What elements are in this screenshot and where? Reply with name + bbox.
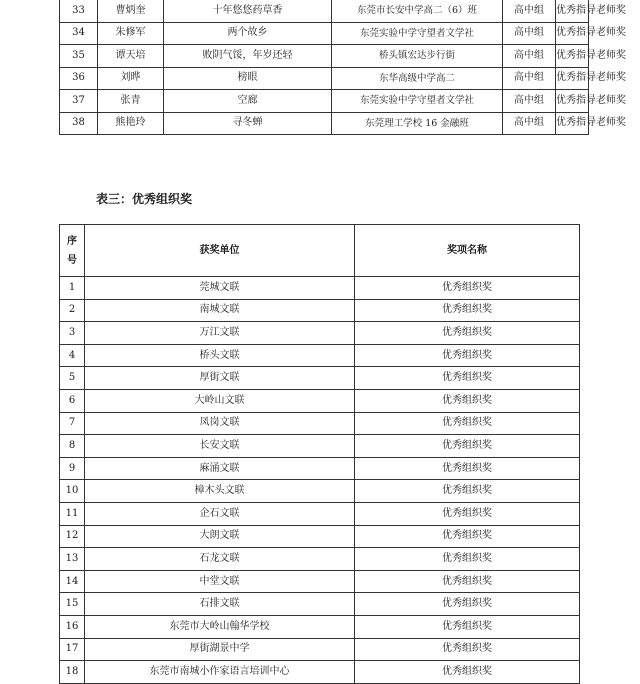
- table-row: [60, 277, 580, 300]
- cell-award: 优秀组织奖: [355, 548, 580, 571]
- cell-name: 谭天培: [98, 45, 164, 68]
- cell-school: 东华高级中学高二: [332, 67, 503, 90]
- cell-no: 10: [60, 480, 85, 503]
- cell-no: 36: [60, 67, 98, 90]
- cell-name: 曹炳奎: [98, 0, 164, 22]
- cell-award: 优秀指导老师奖: [556, 90, 589, 113]
- cell-unit: 莞城文联: [85, 277, 355, 300]
- cell-no: 5: [60, 367, 85, 390]
- cell-school: 东莞实验中学守望者文学社: [332, 90, 503, 113]
- cell-no: 18: [60, 661, 85, 684]
- cell-award: 优秀组织奖: [355, 570, 580, 593]
- cell-no: 16: [60, 615, 85, 638]
- cell-unit: 凤岗文联: [85, 412, 355, 435]
- cell-unit: 企石文联: [85, 502, 355, 525]
- cell-no: 1: [60, 277, 85, 300]
- cell-no: 34: [60, 22, 98, 45]
- teacher-award-table: [59, 0, 626, 135]
- cell-no: 15: [60, 593, 85, 616]
- table-caption: 表三：优秀组织奖: [96, 192, 193, 206]
- cell-name: 朱修军: [98, 22, 164, 45]
- cell-no: 7: [60, 412, 85, 435]
- cell-award: 优秀指导老师奖: [556, 0, 589, 22]
- cell-no: 4: [60, 344, 85, 367]
- cell-no: 37: [60, 90, 98, 113]
- table-row: [60, 615, 580, 638]
- cell-no: 3: [60, 322, 85, 345]
- table-row: [60, 322, 580, 345]
- cell-unit: 东莞市大岭山翰华学校: [85, 615, 355, 638]
- cell-unit: 桥头文联: [85, 344, 355, 367]
- table-header-row: [60, 225, 580, 277]
- table-row: [60, 661, 580, 684]
- cell-title: 十年悠悠药草香: [164, 0, 332, 22]
- cell-award: 优秀组织奖: [355, 277, 580, 300]
- cell-award: 优秀组织奖: [355, 615, 580, 638]
- cell-award: 优秀组织奖: [355, 502, 580, 525]
- cell-group: 高中组: [503, 90, 556, 113]
- cell-unit: 大岭山文联: [85, 389, 355, 412]
- cell-unit: 东莞市南城小作家语言培训中心: [85, 661, 355, 684]
- cell-award: 优秀组织奖: [355, 412, 580, 435]
- cell-unit: 樟木头文联: [85, 480, 355, 503]
- table-row: [60, 299, 580, 322]
- table-row: [60, 389, 580, 412]
- cell-name: 刘晔: [98, 67, 164, 90]
- cell-group: 高中组: [503, 45, 556, 68]
- cell-no: 11: [60, 502, 85, 525]
- cell-no: 8: [60, 435, 85, 458]
- cell-award: 优秀组织奖: [355, 367, 580, 390]
- cell-award: 优秀组织奖: [355, 480, 580, 503]
- cell-award: 优秀组织奖: [355, 344, 580, 367]
- table-row: [60, 112, 589, 135]
- cell-title: 寻冬蝉: [164, 112, 332, 135]
- cell-unit: 厚街湖景中学: [85, 638, 355, 661]
- cell-title: 两个故乡: [164, 22, 332, 45]
- cell-award: 优秀指导老师奖: [556, 45, 589, 68]
- cell-no: 14: [60, 570, 85, 593]
- cell-no: 9: [60, 457, 85, 480]
- table-row: [60, 480, 580, 503]
- cell-unit: 南城文联: [85, 299, 355, 322]
- cell-school: 东莞理工学校 16 金融班: [332, 112, 503, 135]
- cell-unit: 中堂文联: [85, 570, 355, 593]
- table-row: [60, 22, 589, 45]
- cell-no: 6: [60, 389, 85, 412]
- cell-title: 败阴气馁，年岁还轻: [164, 45, 332, 68]
- cell-award: 优秀组织奖: [355, 322, 580, 345]
- table-row: [60, 344, 580, 367]
- cell-award: 优秀组织奖: [355, 299, 580, 322]
- table-row: [60, 45, 589, 68]
- table-row: [60, 548, 580, 571]
- table-row: [60, 570, 580, 593]
- cell-group: 高中组: [503, 112, 556, 135]
- table-row: [60, 525, 580, 548]
- cell-award: 优秀组织奖: [355, 525, 580, 548]
- cell-unit: 麻涌文联: [85, 457, 355, 480]
- cell-no: 33: [60, 0, 98, 22]
- table-row: [60, 502, 580, 525]
- cell-school: 桥头镇宏达步行街: [332, 45, 503, 68]
- cell-group: 高中组: [503, 22, 556, 45]
- award-header: 奖项名称: [355, 225, 580, 277]
- cell-award: 优秀组织奖: [355, 389, 580, 412]
- cell-no: 35: [60, 45, 98, 68]
- table-row: [60, 593, 580, 616]
- cell-award: 优秀组织奖: [355, 638, 580, 661]
- table-row: [60, 67, 589, 90]
- table-row: [60, 435, 580, 458]
- cell-award: 优秀指导老师奖: [556, 67, 589, 90]
- cell-award: 优秀组织奖: [355, 457, 580, 480]
- cell-unit: 石龙文联: [85, 548, 355, 571]
- seq-header: 序 号: [60, 225, 85, 277]
- cell-group: 高中组: [503, 67, 556, 90]
- table-row: [60, 412, 580, 435]
- cell-unit: 厚街文联: [85, 367, 355, 390]
- cell-name: 张青: [98, 90, 164, 113]
- cell-title: 空廊: [164, 90, 332, 113]
- cell-award: 优秀指导老师奖: [556, 112, 589, 135]
- table-row: [60, 457, 580, 480]
- table-row: [60, 638, 580, 661]
- cell-award: 优秀指导老师奖: [556, 22, 589, 45]
- cell-name: 熊艳玲: [98, 112, 164, 135]
- table-row: [60, 367, 580, 390]
- cell-group: 高中组: [503, 0, 556, 22]
- unit-header: 获奖单位: [85, 225, 355, 277]
- cell-school: 东莞实验中学守望者文学社: [332, 22, 503, 45]
- cell-unit: 万江文联: [85, 322, 355, 345]
- cell-no: 2: [60, 299, 85, 322]
- cell-no: 12: [60, 525, 85, 548]
- table-row: [60, 90, 589, 113]
- cell-award: 优秀组织奖: [355, 435, 580, 458]
- cell-award: 优秀组织奖: [355, 593, 580, 616]
- cell-title: 榜眼: [164, 67, 332, 90]
- cell-award: 优秀组织奖: [355, 661, 580, 684]
- cell-unit: 石排文联: [85, 593, 355, 616]
- organization-award-table: [59, 224, 580, 684]
- cell-no: 38: [60, 112, 98, 135]
- cell-school: 东莞市长安中学高二（6）班: [332, 0, 503, 22]
- cell-no: 17: [60, 638, 85, 661]
- cell-unit: 长安文联: [85, 435, 355, 458]
- cell-no: 13: [60, 548, 85, 571]
- cell-unit: 大朗文联: [85, 525, 355, 548]
- table-row: [60, 0, 589, 22]
